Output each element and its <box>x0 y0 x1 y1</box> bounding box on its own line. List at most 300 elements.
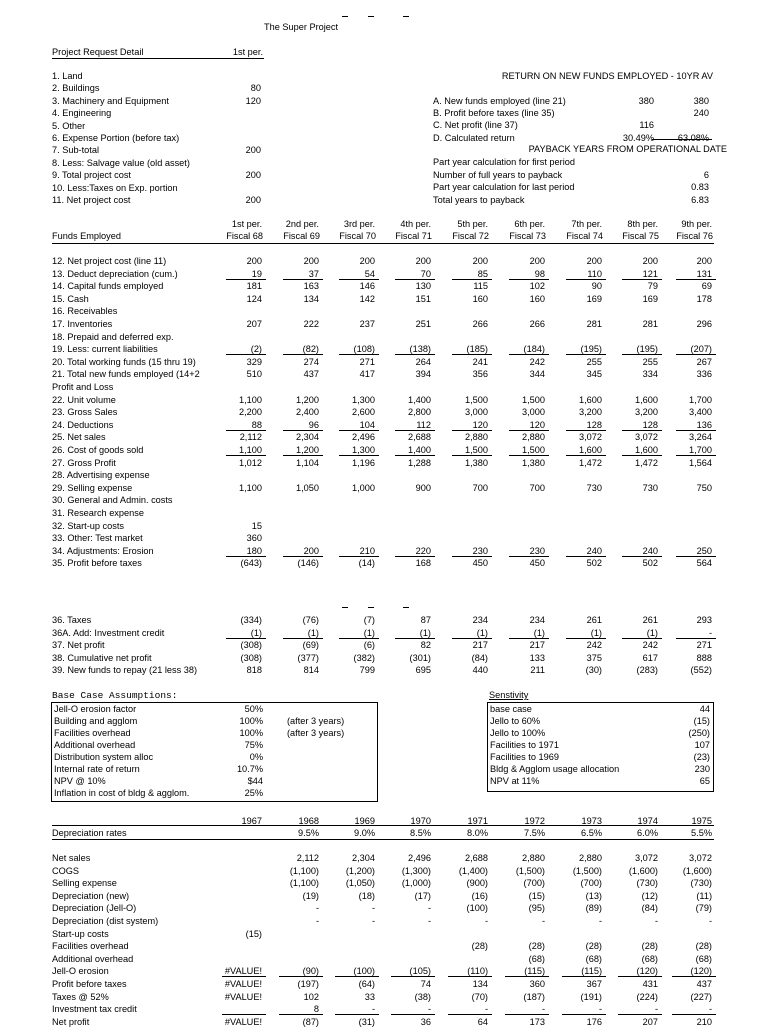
funds-cell: 1,050 <box>296 482 319 493</box>
dep-cell: 2,880 <box>579 853 602 863</box>
funds-row-label: 29. Selling expense <box>52 482 133 493</box>
cell-underline <box>509 455 549 456</box>
dep-cell: 2,688 <box>465 853 488 863</box>
dep-cell: (120) <box>636 966 658 977</box>
tax-cell: (1) <box>646 627 658 638</box>
dep-cell: (70) <box>471 991 488 1002</box>
funds-cell: 163 <box>303 281 319 292</box>
cell-underline <box>395 455 435 456</box>
tax-cell: (1) <box>419 627 431 638</box>
dep-cell: 33 <box>364 991 375 1002</box>
funds-row-label: 22. Unit volume <box>52 394 116 405</box>
funds-cell: 15 <box>251 520 262 531</box>
request-item-value: 200 <box>245 195 261 205</box>
funds-cell: 110 <box>587 268 602 279</box>
dep-year: 1968 <box>298 816 319 826</box>
dep-cell: (11) <box>696 890 712 901</box>
tax-cell: 617 <box>642 652 658 663</box>
assumptions-title: Base Case Assumptions: <box>52 690 178 701</box>
funds-cell: 200 <box>246 256 262 266</box>
assumption-value: 100% <box>239 716 263 726</box>
fiscal-header: Fiscal 68 <box>226 231 263 241</box>
funds-cell: 210 <box>359 545 375 556</box>
cell-underline <box>339 354 379 355</box>
funds-row-label: 35. Profit before taxes <box>52 558 142 569</box>
tax-cell: - <box>708 627 712 638</box>
dep-row-label: Depreciation (Jell-O) <box>52 903 137 914</box>
dep-cell: (1,400) <box>458 865 488 876</box>
cell-underline <box>226 638 266 639</box>
tax-cell: (1) <box>533 627 545 638</box>
dep-cell: - <box>654 1004 658 1015</box>
cell-underline <box>566 279 606 280</box>
funds-cell: 136 <box>696 419 712 430</box>
request-item-label: 8. Less: Salvage value (old asset) <box>52 157 190 168</box>
dep-cell: 2,496 <box>408 853 431 863</box>
funds-cell: (207) <box>690 344 712 355</box>
funds-row-label: 17. Inventories <box>52 319 113 329</box>
cell-underline <box>452 638 492 639</box>
tax-cell: 818 <box>246 665 262 676</box>
funds-employed-header: Funds Employed <box>52 231 121 241</box>
dep-cell: (64) <box>358 979 375 989</box>
tax-cell: (69) <box>302 640 319 651</box>
funds-cell: 102 <box>529 281 545 292</box>
funds-cell: 1,196 <box>352 457 375 468</box>
dep-cell: (100) <box>353 966 375 977</box>
assumption-label: Additional overhead <box>54 740 136 750</box>
return-row-label: D. Calculated return <box>433 132 515 143</box>
funds-row-label: 28. Advertising expense <box>52 470 150 481</box>
dep-cell: 134 <box>472 979 488 989</box>
funds-cell: (195) <box>636 344 658 355</box>
funds-cell: 200 <box>303 545 319 556</box>
dep-cell: 367 <box>586 979 602 989</box>
dep-cell: (87) <box>302 1016 319 1027</box>
tax-row-label: 39. New funds to repay (21 less 38) <box>52 665 198 676</box>
assumption-value: $44 <box>247 776 263 786</box>
funds-cell: 700 <box>529 482 545 493</box>
sensitivity-value: 230 <box>694 764 710 774</box>
return-underline <box>652 139 712 140</box>
funds-cell: 360 <box>246 533 262 544</box>
dep-row-label: Jell-O erosion <box>52 966 109 977</box>
dep-year-rule <box>52 825 714 826</box>
dep-cell: (1,200) <box>345 865 375 876</box>
period-header: 2nd per. <box>285 219 319 229</box>
request-item-value: 80 <box>250 83 261 94</box>
request-item-label: 11. Net project cost <box>52 195 131 205</box>
funds-cell: 1,700 <box>689 394 712 405</box>
dep-cell: - <box>427 903 431 914</box>
funds-cell: 1,600 <box>579 445 602 455</box>
cell-underline <box>222 1014 266 1015</box>
tax-cell: (6) <box>363 640 375 651</box>
funds-cell: 502 <box>642 558 658 569</box>
funds-cell: 281 <box>642 319 658 329</box>
funds-row-label: 21. Total new funds employed (14+2 <box>52 369 200 380</box>
funds-row-label: 18. Prepaid and deferred exp. <box>52 331 174 342</box>
dep-cell: (38) <box>414 991 431 1002</box>
funds-cell: 2,600 <box>352 407 375 418</box>
assumption-label: Distribution system alloc <box>54 752 154 762</box>
funds-cell: 1,012 <box>239 457 262 468</box>
funds-cell: 240 <box>642 545 658 556</box>
cell-underline <box>622 638 662 639</box>
funds-cell: 3,000 <box>465 407 488 418</box>
cell-underline <box>566 430 606 431</box>
funds-cell: (184) <box>523 344 545 355</box>
funds-cell: 2,112 <box>239 432 262 443</box>
funds-row-label: 16. Receivables <box>52 306 118 317</box>
funds-row-label: 33. Other: Test market <box>52 533 143 544</box>
cell-underline <box>279 976 323 977</box>
cell-underline <box>395 430 435 431</box>
dep-cell: - <box>598 916 602 926</box>
cell-underline <box>448 976 492 977</box>
header-dash <box>403 16 409 17</box>
funds-cell: 1,200 <box>296 394 319 405</box>
funds-cell: 200 <box>586 256 602 266</box>
dep-cell: - <box>541 1004 545 1015</box>
dep-cell: (15) <box>245 928 262 939</box>
funds-cell: 730 <box>586 482 602 493</box>
funds-cell: 85 <box>477 268 488 279</box>
funds-cell: (14) <box>358 558 375 569</box>
cell-underline <box>335 976 379 977</box>
request-item-value: 200 <box>245 145 261 156</box>
dep-cell: (95) <box>528 903 545 914</box>
cell-underline <box>226 455 266 456</box>
funds-cell: 1,000 <box>352 482 375 493</box>
dep-cell: (1,300) <box>401 865 431 876</box>
tax-cell: 217 <box>472 640 488 651</box>
dep-cell: - <box>315 916 319 926</box>
tax-cell: 888 <box>696 652 712 663</box>
request-item-label: 9. Total project cost <box>52 170 131 181</box>
dep-cell: (700) <box>523 878 545 889</box>
funds-cell: 250 <box>696 545 712 556</box>
dep-year: 1970 <box>410 816 431 826</box>
funds-cell: 2,496 <box>352 432 375 443</box>
tax-cell: (552) <box>690 665 712 676</box>
tax-cell: (334) <box>240 615 262 625</box>
dep-row-label: Net sales <box>52 853 91 863</box>
funds-cell: 1,288 <box>408 457 431 468</box>
dep-rate: 7.5% <box>524 828 545 838</box>
payback-row-value: 6.83 <box>691 194 709 205</box>
funds-cell: (185) <box>466 344 488 355</box>
tax-cell: (1) <box>307 627 319 638</box>
funds-cell: 79 <box>647 281 658 292</box>
tax-cell: (1) <box>363 627 375 638</box>
cell-underline <box>452 354 492 355</box>
cell-underline <box>622 279 662 280</box>
funds-cell: 160 <box>472 293 488 304</box>
dep-row-label: Selling expense <box>52 878 117 889</box>
tax-cell: 814 <box>303 665 319 676</box>
section-dash <box>342 607 348 608</box>
dep-cell: (110) <box>467 966 488 977</box>
dep-cell: (105) <box>409 966 431 977</box>
sensitivity-label: Jello to 60% <box>490 716 541 726</box>
funds-row-label: 15. Cash <box>52 293 89 304</box>
dep-cell: (28) <box>528 941 545 952</box>
funds-cell: 200 <box>359 256 375 266</box>
cell-underline <box>395 556 435 557</box>
assumption-note: (after 3 years) <box>287 716 345 726</box>
cell-underline <box>279 1014 323 1015</box>
funds-cell: 2,200 <box>239 407 262 418</box>
funds-cell: 121 <box>642 268 658 279</box>
dep-cell: (197) <box>297 979 319 989</box>
cell-underline <box>618 976 662 977</box>
assumption-value: 10.7% <box>236 764 263 774</box>
request-col-header: 1st per. <box>232 47 263 57</box>
funds-cell: 2,880 <box>465 432 488 443</box>
dep-cell: #VALUE! <box>224 1016 262 1027</box>
funds-row-label: 27. Gross Profit <box>52 457 116 468</box>
funds-row-label: 20. Total working funds (15 thru 19) <box>52 356 196 367</box>
dep-cell: 102 <box>303 991 319 1002</box>
tax-cell: (283) <box>636 665 658 676</box>
cell-underline <box>452 455 492 456</box>
funds-cell: 251 <box>415 319 431 329</box>
tax-cell: 234 <box>472 615 488 625</box>
funds-cell: 510 <box>246 369 262 380</box>
cell-underline <box>672 1014 716 1015</box>
period-header: 5th per. <box>457 219 488 229</box>
payback-row-value: 0.83 <box>691 182 709 192</box>
funds-row-label: 13. Deduct depreciation (cum.) <box>52 268 178 279</box>
dep-year: 1972 <box>524 816 545 826</box>
payback-row-label: Part year calculation for first period <box>433 157 575 167</box>
dep-cell: - <box>371 916 375 926</box>
dep-cell: (12) <box>641 890 658 901</box>
funds-cell: (138) <box>409 344 431 355</box>
funds-row-label: 19. Less: current liabilities <box>52 344 158 355</box>
dep-cell: (68) <box>585 953 602 964</box>
header-dash <box>368 16 374 17</box>
dep-cell: (900) <box>466 878 488 889</box>
request-item-label: 4. Engineering <box>52 108 112 119</box>
funds-cell: 104 <box>359 419 375 430</box>
dep-row-label: Depreciation (dist system) <box>52 916 159 926</box>
funds-cell: 130 <box>415 281 431 292</box>
dep-year: 1971 <box>467 816 488 826</box>
funds-cell: 1,600 <box>635 445 658 455</box>
funds-cell: 1,100 <box>239 445 262 455</box>
funds-cell: 450 <box>472 558 488 569</box>
funds-cell: 2,304 <box>296 432 319 443</box>
fiscal-header: Fiscal 72 <box>452 231 489 241</box>
funds-row-label: 34. Adjustments: Erosion <box>52 545 154 556</box>
funds-cell: 90 <box>591 281 602 292</box>
funds-row-label: 32. Start-up costs <box>52 520 125 531</box>
cell-underline <box>676 556 716 557</box>
tax-row-label: 36. Taxes <box>52 615 92 625</box>
funds-cell: 69 <box>701 281 712 292</box>
funds-cell: 120 <box>472 419 488 430</box>
sensitivity-value: 107 <box>694 740 710 750</box>
tax-cell: (308) <box>240 640 262 651</box>
cell-underline <box>283 638 323 639</box>
funds-row-label: Profit and Loss <box>52 382 114 392</box>
dep-cell: 2,112 <box>296 853 319 863</box>
tax-row-label: 36A. Add: Investment credit <box>52 627 165 638</box>
dep-cell: - <box>598 1004 602 1015</box>
dep-row-label: COGS <box>52 865 80 876</box>
period-header: 1st per. <box>231 219 262 229</box>
dep-row-label: Net profit <box>52 1016 90 1027</box>
funds-cell: 88 <box>251 419 262 430</box>
assumption-label: Building and agglom <box>54 716 138 726</box>
assumption-label: NPV @ 10% <box>54 776 106 786</box>
dep-cell: (17) <box>414 890 431 901</box>
cell-underline <box>622 556 662 557</box>
funds-cell: 128 <box>586 419 602 430</box>
cell-underline <box>566 455 606 456</box>
dep-row-label: Investment tax credit <box>52 1004 137 1015</box>
dep-cell: - <box>708 916 712 926</box>
funds-cell: 3,072 <box>635 432 658 443</box>
funds-cell: 700 <box>472 482 488 493</box>
dep-row-label: Depreciation (new) <box>52 890 130 901</box>
dep-label: Depreciation rates <box>52 828 127 838</box>
dep-rate: 5.5% <box>691 828 712 838</box>
tax-cell: 271 <box>696 640 712 651</box>
dep-row-label: Profit before taxes <box>52 979 127 989</box>
fiscal-header: Fiscal 75 <box>622 231 659 241</box>
period-header: 9th per. <box>681 219 712 229</box>
funds-row-label: 23. Gross Sales <box>52 407 118 418</box>
dep-cell: - <box>315 903 319 914</box>
tax-cell: 87 <box>420 615 431 625</box>
funds-cell: 98 <box>534 268 545 279</box>
funds-header-rule <box>52 243 714 244</box>
fiscal-header: Fiscal 71 <box>395 231 432 241</box>
request-item-label: 5. Other <box>52 120 86 131</box>
period-header: 6th per. <box>514 219 545 229</box>
sensitivity-label: Bldg & Agglom usage allocation <box>490 764 620 774</box>
dep-cell: - <box>427 1004 431 1015</box>
dep-cell: (68) <box>695 953 712 964</box>
request-header: Project Request Detail <box>52 47 144 57</box>
dep-cell: (115) <box>524 966 545 977</box>
funds-cell: 168 <box>415 558 431 569</box>
funds-cell: 266 <box>472 319 488 329</box>
funds-cell: 70 <box>420 268 431 279</box>
dep-row-label: Start-up costs <box>52 928 109 939</box>
dep-cell: - <box>371 1004 375 1015</box>
funds-cell: 222 <box>303 319 319 329</box>
dep-cell: 173 <box>529 1016 545 1027</box>
funds-cell: 1,600 <box>635 394 658 405</box>
cell-underline <box>283 279 323 280</box>
tax-cell: 242 <box>642 640 658 651</box>
assumption-value: 25% <box>244 788 263 798</box>
request-item-value: 200 <box>245 170 261 181</box>
cell-underline <box>222 976 266 977</box>
return-row-label: C. Net profit (line 37) <box>433 120 518 131</box>
dep-cell: 74 <box>420 979 431 989</box>
funds-cell: 200 <box>415 256 431 266</box>
dep-cell: (1,000) <box>401 878 431 889</box>
dep-cell: (730) <box>636 878 658 889</box>
funds-cell: 356 <box>472 369 488 380</box>
funds-cell: 160 <box>529 293 545 304</box>
dep-row-label: Additional overhead <box>52 953 134 964</box>
funds-cell: 2,400 <box>296 407 319 418</box>
funds-cell: 344 <box>529 369 545 380</box>
request-item-value: 120 <box>245 95 261 106</box>
funds-cell: 1,380 <box>522 457 545 468</box>
dep-cell: (18) <box>358 890 375 901</box>
tax-cell: (301) <box>409 652 431 663</box>
dep-cell: 210 <box>696 1016 712 1027</box>
dep-cell: 176 <box>586 1016 602 1027</box>
funds-cell: 128 <box>642 419 658 430</box>
funds-cell: 151 <box>415 293 431 304</box>
cell-underline <box>339 279 379 280</box>
cell-underline <box>226 279 266 280</box>
tax-cell: 82 <box>420 640 431 651</box>
funds-cell: 334 <box>642 369 658 380</box>
sensitivity-label: Facilities to 1969 <box>490 752 559 762</box>
dep-cell: (68) <box>641 953 658 964</box>
dep-cell: - <box>484 1004 488 1015</box>
dep-rate: 8.5% <box>410 828 431 838</box>
funds-cell: (643) <box>240 558 262 569</box>
assumption-value: 0% <box>249 752 263 762</box>
funds-cell: (146) <box>297 558 319 569</box>
dep-rate: 6.5% <box>581 828 602 838</box>
return-row-value-2: 240 <box>693 108 709 119</box>
funds-cell: 336 <box>696 369 712 380</box>
request-item-label: 6. Expense Portion (before tax) <box>52 133 180 143</box>
cell-underline <box>452 556 492 557</box>
cell-underline <box>622 354 662 355</box>
sensitivity-label: base case <box>490 704 532 714</box>
dep-cell: (28) <box>641 941 658 952</box>
dep-row-label: Taxes @ 52% <box>52 991 109 1002</box>
funds-cell: 180 <box>246 545 262 556</box>
funds-cell: 1,400 <box>408 394 431 405</box>
assumption-note: (after 3 years) <box>287 728 345 738</box>
payback-row-label: Number of full years to payback <box>433 169 563 180</box>
funds-cell: 2,800 <box>408 407 431 418</box>
assumption-label: Facilities overhead <box>54 728 131 738</box>
funds-cell: 1,200 <box>296 445 319 455</box>
cell-underline <box>505 976 549 977</box>
funds-cell: 1,564 <box>689 457 712 468</box>
dep-cell: 64 <box>477 1016 488 1027</box>
funds-row-label: 12. Net project cost (line 11) <box>52 256 167 266</box>
funds-cell: 120 <box>529 419 545 430</box>
cell-underline <box>676 354 716 355</box>
funds-cell: 3,072 <box>579 432 602 443</box>
funds-cell: 181 <box>246 281 262 292</box>
dep-cell: 437 <box>696 979 712 989</box>
funds-cell: 255 <box>642 356 658 367</box>
funds-row-label: 14. Capital funds employed <box>52 281 164 292</box>
cell-underline <box>395 638 435 639</box>
dep-cell: (1,100) <box>289 878 319 889</box>
funds-cell: 230 <box>529 545 545 556</box>
cell-underline <box>566 354 606 355</box>
dep-year: 1974 <box>637 816 658 826</box>
dep-cell: (1,500) <box>515 865 545 876</box>
